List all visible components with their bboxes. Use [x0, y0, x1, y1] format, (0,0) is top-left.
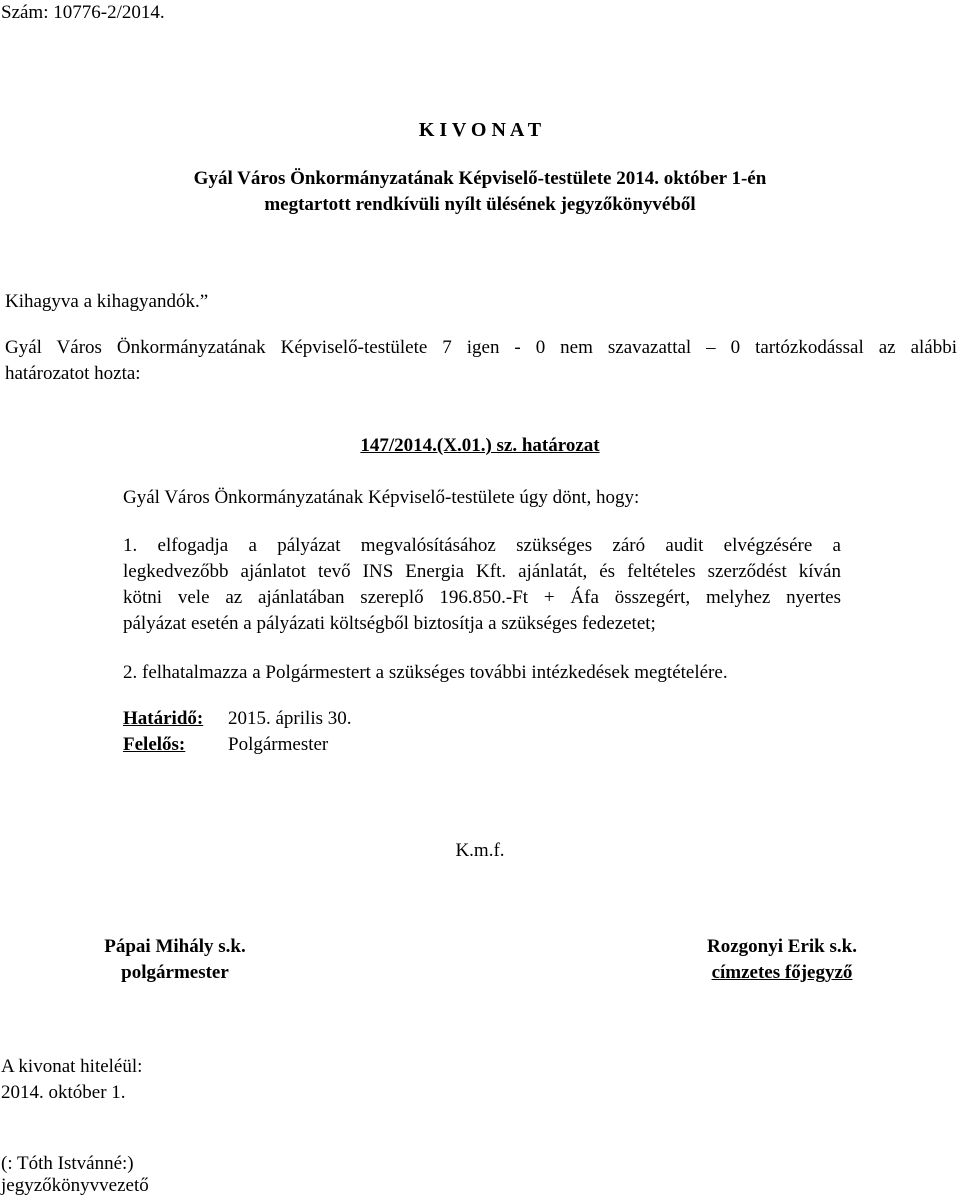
- item1-line-2: legkedvezőbb ajánlatot tevő INS Energia Kft. ajánlatát, és feltételes szerződést kíván: [123, 561, 841, 582]
- deadline-value: 2015. április 30.: [228, 708, 352, 729]
- document-number: Szám: 10776-2/2014.: [1, 2, 165, 23]
- item1-line-3: kötni vele az ajánlatában szereplő 196.850.-Ft + Áfa összegért, melyhez nyertes: [123, 587, 841, 608]
- kmf-mark: K.m.f.: [455, 840, 505, 861]
- item1-line-4: pályázat esetén a pályázati költségből biztosítja a szükséges fedezetet;: [123, 613, 656, 634]
- title-line-1: Gyál Város Önkormányzatának Képviselő-testülete 2014. október 1-én: [193, 168, 767, 189]
- footer-signer: (: Tóth Istvánné:): [1, 1153, 134, 1174]
- title-line-2: megtartott rendkívüli nyílt ülésének jegyzőkönyvéből: [264, 194, 696, 215]
- deadline-row: [123, 706, 352, 732]
- resolution-intro: Gyál Város Önkormányzatának Képviselő-testülete úgy dönt, hogy:: [123, 487, 640, 508]
- responsible-label: Felelős:: [123, 734, 186, 755]
- signature-right-title: címzetes főjegyző: [711, 962, 853, 983]
- responsible-row: [123, 732, 329, 758]
- deadline-label: Határidő:: [123, 708, 204, 729]
- document-heading: K I V O N A T: [418, 119, 542, 141]
- item1-line-1: 1. elfogadja a pályázat megvalósításához szükséges záró audit elvégzésére a: [123, 535, 841, 556]
- responsible-value: Polgármester: [228, 734, 329, 755]
- vote-line-1: Gyál Város Önkormányzatának Képviselő-testülete 7 igen - 0 nem szavazattal – 0 tartózkodással az alábbi: [5, 337, 957, 358]
- vote-line-2: határozatot hozta:: [5, 363, 141, 384]
- footer-certify: A kivonat hiteléül:: [1, 1056, 143, 1077]
- signature-right-name: Rozgonyi Erik s.k.: [707, 936, 857, 957]
- resolution-number: 147/2014.(X.01.) sz. határozat: [360, 435, 600, 456]
- footer-date: 2014. október 1.: [1, 1082, 126, 1103]
- signature-left-title: polgármester: [121, 962, 229, 983]
- signature-left-name: Pápai Mihály s.k.: [104, 936, 246, 957]
- omitted-note: Kihagyva a kihagyandók.”: [5, 291, 209, 312]
- footer-role: jegyzőkönyvvezető: [1, 1175, 149, 1196]
- resolution-item-2: 2. felhatalmazza a Polgármestert a szükséges további intézkedések megtételére.: [123, 662, 728, 683]
